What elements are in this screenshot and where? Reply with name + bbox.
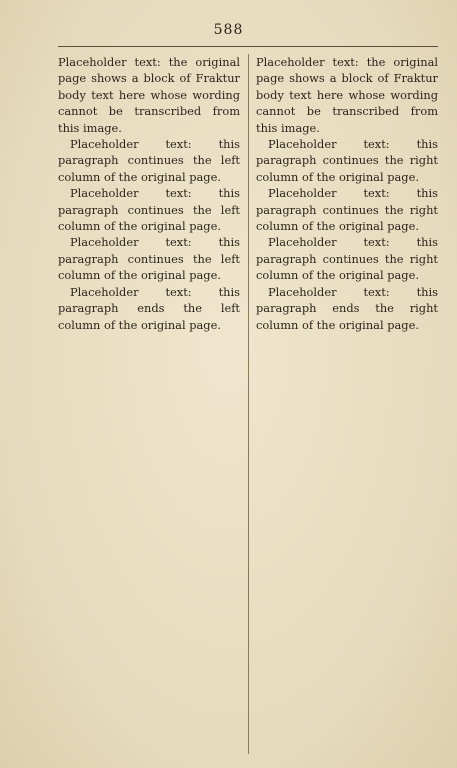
left-paragraph: Placeholder text: this paragraph continues the left column of the original page. xyxy=(58,235,240,283)
text-columns xyxy=(58,54,438,754)
right-column xyxy=(256,54,438,754)
right-paragraph: Placeholder text: this paragraph continues the right column of the original page. xyxy=(256,186,438,234)
right-paragraph: Placeholder text: this paragraph ends the right column of the original page. xyxy=(256,284,438,332)
left-paragraph: Placeholder text: the original page shows a block of Fraktur body text here whose wording cannot be transcribed from this image. xyxy=(58,55,240,135)
left-paragraph: Placeholder text: this paragraph continues the left column of the original page. xyxy=(58,137,240,184)
right-paragraph: Placeholder text: the original page shows a block of Fraktur body text here whose wording cannot be transcribed from this image. xyxy=(256,55,438,135)
right-paragraph: Placeholder text: this paragraph continues the right column of the original page. xyxy=(256,137,438,184)
left-column xyxy=(58,54,240,754)
header-rule xyxy=(58,46,438,47)
column-divider xyxy=(248,54,249,754)
left-paragraph: Placeholder text: this paragraph continues the left column of the original page. xyxy=(58,186,240,234)
right-paragraph: Placeholder text: this paragraph continues the right column of the original page. xyxy=(256,235,438,283)
page-number: 588 xyxy=(213,22,244,38)
left-paragraph: Placeholder text: this paragraph ends the left column of the original page. xyxy=(58,284,240,332)
